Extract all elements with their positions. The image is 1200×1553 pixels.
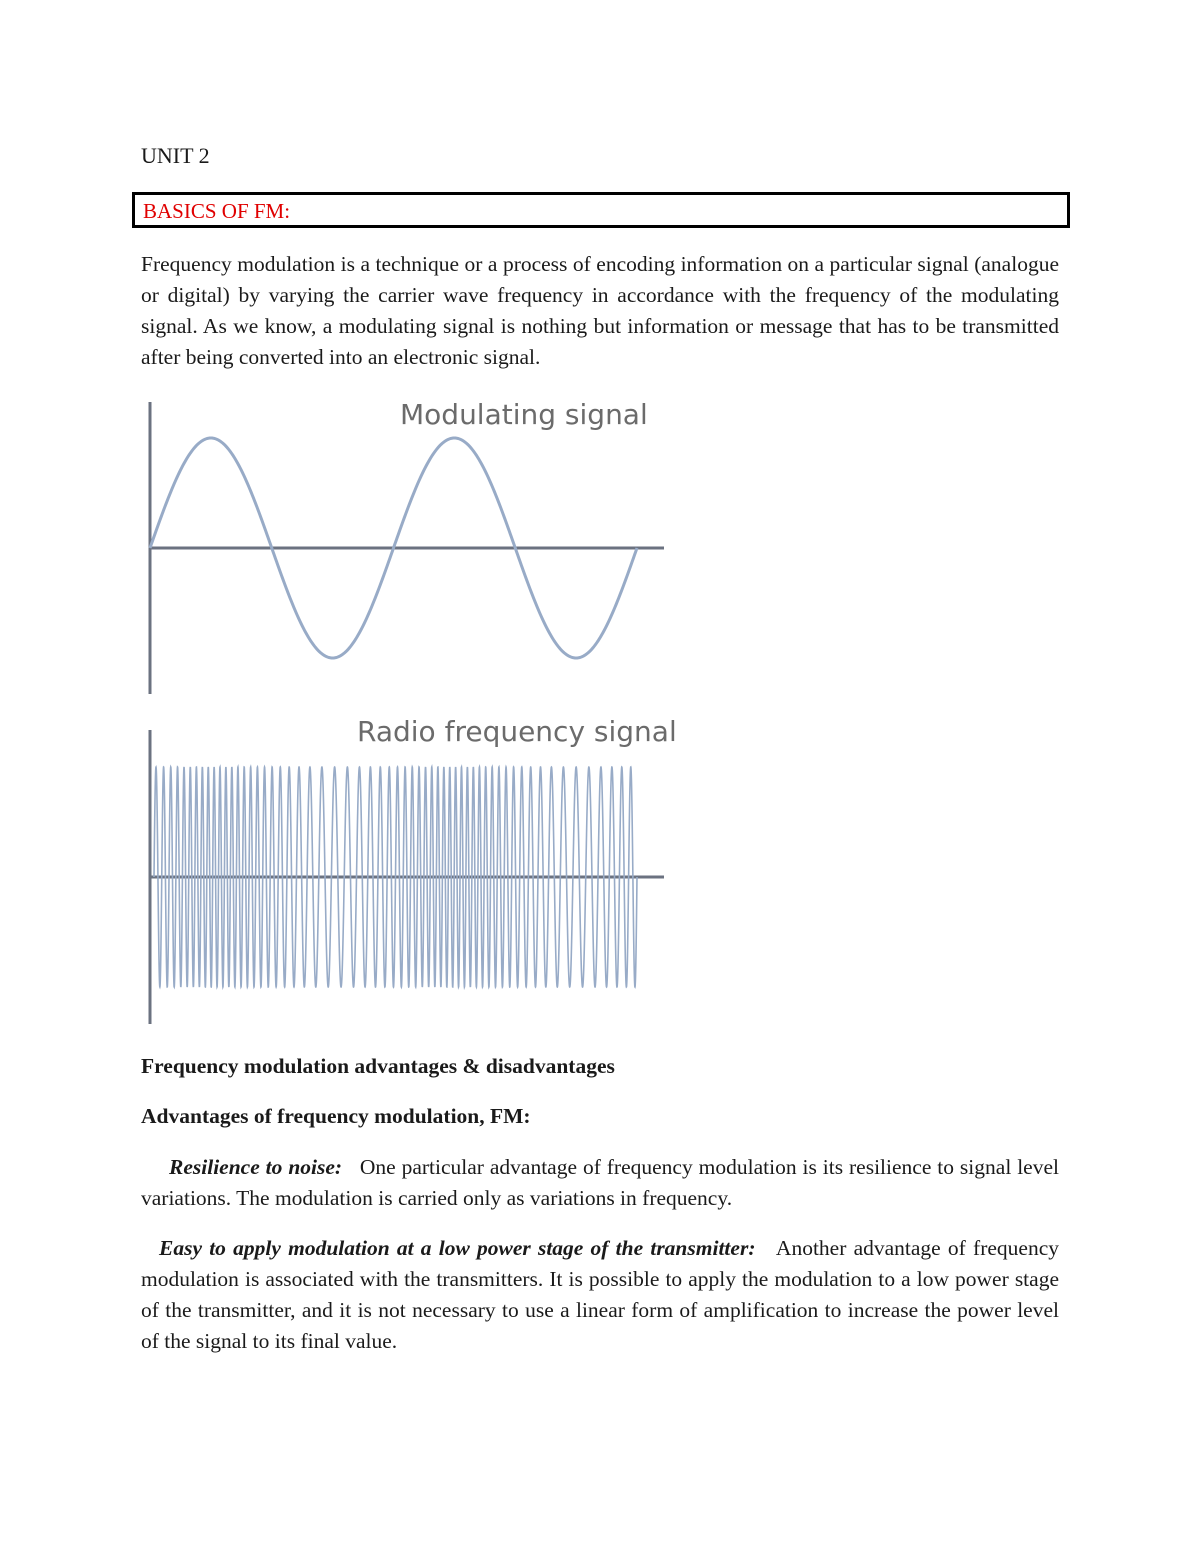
advantages-disadvantages-heading: Frequency modulation advantages & disadvantages (141, 1054, 615, 1078)
fm-diagram (140, 392, 685, 1032)
fm-figure (140, 392, 685, 1032)
modulating-signal-label: Modulating signal (400, 398, 648, 431)
advantage-lead: Resilience to noise: (169, 1155, 343, 1179)
unit-title: UNIT 2 (141, 143, 210, 168)
section-heading-box (132, 192, 1070, 228)
advantage-item (141, 1233, 1059, 1357)
intro-paragraph: Frequency modulation is a technique or a process of encoding information on a particular signal (analogue or digital) by varying the carrier wave frequency in accordance with the frequency of the modulating signal. As we know, a modulating signal is nothing but information or message that has to be transmitted after being converted into an electronic signal. (141, 252, 1059, 369)
section-heading: BASICS OF FM: (143, 199, 291, 223)
advantage-lead: Easy to apply modulation at a low power stage of the transmitter: (159, 1236, 756, 1260)
advantage-text: One particular advantage of frequency modulation is its resilience to signal level variations. The modulation is carried only as variations in frequency. (141, 1155, 1059, 1210)
advantages-heading: Advantages of frequency modulation, FM: (141, 1104, 531, 1128)
advantage-text: Another advantage of frequency modulation is associated with the transmitters. It is possible to apply the modulation to a low power stage of the transmitter, and it is not necessary to use a linear form of amplification to increase the power level of the signal to its final value. (141, 1236, 1059, 1353)
advantage-item (141, 1152, 1059, 1214)
radio-frequency-signal-label: Radio frequency signal (357, 715, 677, 748)
